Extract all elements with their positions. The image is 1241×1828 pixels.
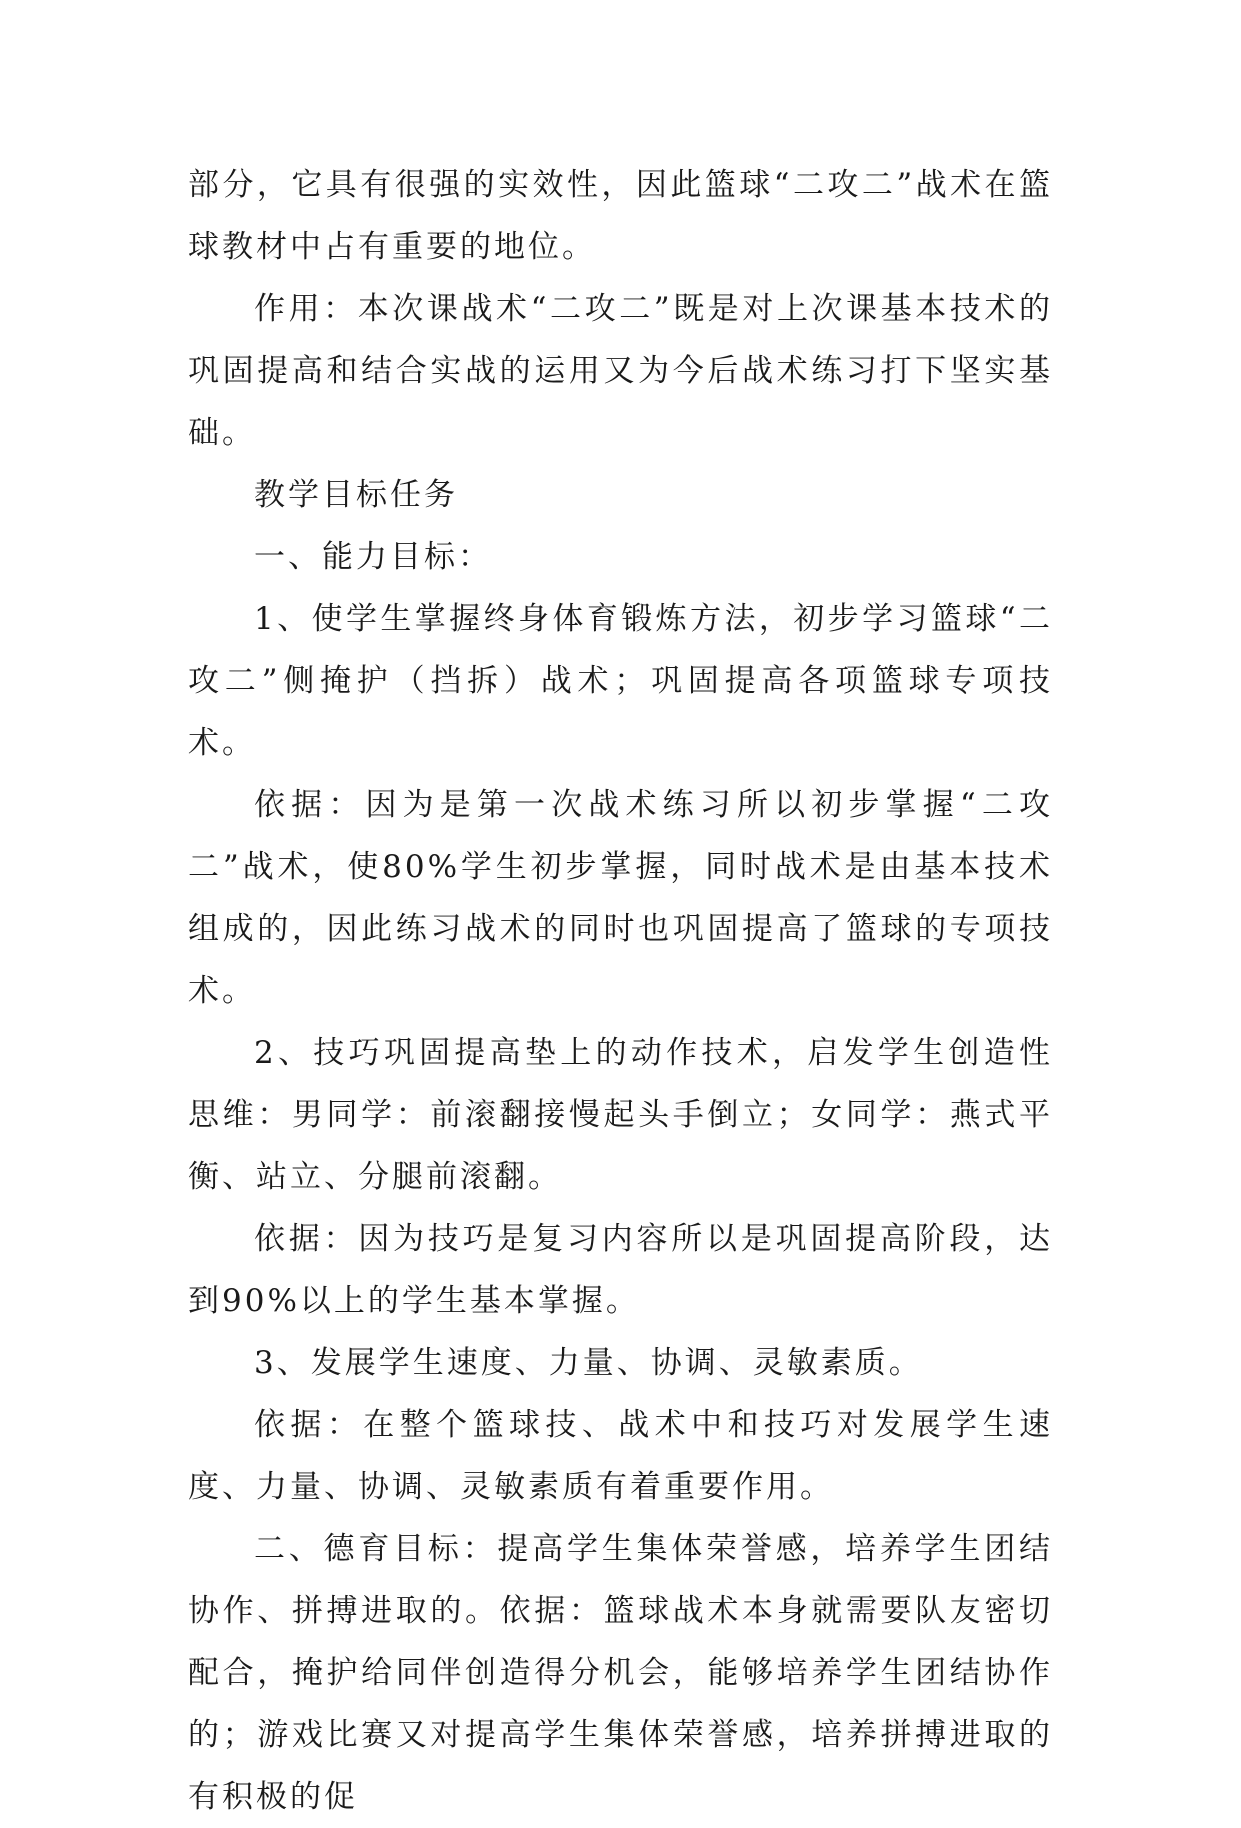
paragraph: 作用：本次课战术“二攻二”既是对上次课基本技术的巩固提高和结合实战的运用又为今后战术练习打下坚实基础。 <box>188 291 1053 451</box>
subsection-heading: 一、能力目标： <box>254 539 492 575</box>
paragraph: 依据：因为技巧是复习内容所以是巩固提高阶段，达到90%以上的学生基本掌握。 <box>188 1221 1053 1319</box>
paragraph: 2、技巧巩固提高垫上的动作技术，启发学生创造性思维：男同学：前滚翻接慢起头手倒立；女同学：燕式平衡、站立、分腿前滚翻。 <box>188 1035 1053 1195</box>
paragraph: 依据：在整个篮球技、战术中和技巧对发展学生速度、力量、协调、灵敏素质有着重要作用。 <box>188 1407 1053 1505</box>
paragraph: 1、使学生掌握终身体育锻炼方法，初步学习篮球“二攻二”侧掩护（挡拆）战术；巩固提高各项篮球专项技术。 <box>188 601 1053 761</box>
body-text <box>188 154 1053 1828</box>
paragraph: 部分，它具有很强的实效性，因此篮球“二攻二”战术在篮球教材中占有重要的地位。 <box>188 167 1053 265</box>
paragraph: 二、德育目标：提高学生集体荣誉感，培养学生团结协作、拼搏进取的。依据：篮球战术本身就需要队友密切配合，掩护给同伴创造得分机会，能够培养学生团结协作的；游戏比赛又对提高学生集体荣誉感，培养拼搏进取的有积极的促 <box>188 1531 1053 1815</box>
paragraph: 3、发展学生速度、力量、协调、灵敏素质。 <box>254 1345 923 1381</box>
section-heading: 教学目标任务 <box>254 477 458 513</box>
paragraph: 依据：因为是第一次战术练习所以初步掌握“二攻二”战术，使80%学生初步掌握，同时战术是由基本技术组成的，因此练习战术的同时也巩固提高了篮球的专项技术。 <box>188 787 1053 1009</box>
